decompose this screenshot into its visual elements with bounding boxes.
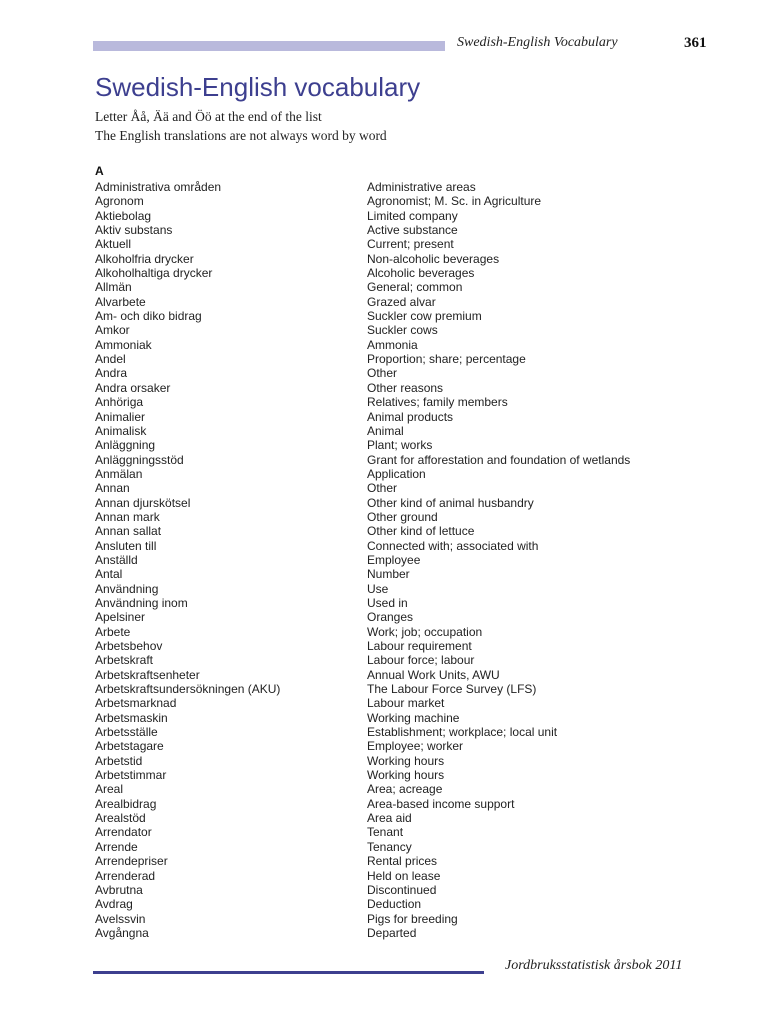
vocabulary-row xyxy=(95,252,735,266)
english-translation: Departed xyxy=(367,925,417,940)
english-translation: Other xyxy=(367,366,398,381)
swedish-term: Annan xyxy=(95,481,130,496)
swedish-term: Annan sallat xyxy=(95,524,162,539)
vocabulary-row xyxy=(95,653,735,667)
vocabulary-row xyxy=(95,883,735,897)
swedish-term: Apelsiner xyxy=(95,610,146,625)
english-translation: Employee; worker xyxy=(367,739,464,754)
swedish-term: Ammoniak xyxy=(95,337,152,352)
english-translation: Tenant xyxy=(367,825,404,840)
english-translation: Suckler cow premium xyxy=(367,309,482,324)
footer-bar xyxy=(93,971,484,974)
english-translation: Proportion; share; percentage xyxy=(367,352,526,367)
swedish-term: Alkoholhaltiga drycker xyxy=(95,266,213,281)
swedish-term: Amkor xyxy=(95,323,130,338)
english-translation: Animal products xyxy=(367,409,454,424)
swedish-term: Anläggningsstöd xyxy=(95,452,184,467)
vocabulary-row xyxy=(95,782,735,796)
english-translation: Labour requirement xyxy=(367,639,472,653)
english-translation: Discontinued xyxy=(367,882,437,897)
vocabulary-row xyxy=(95,453,735,467)
swedish-term: Arrenderad xyxy=(95,868,156,883)
vocabulary-row xyxy=(95,825,735,839)
vocabulary-row xyxy=(95,553,735,567)
swedish-term: Andel xyxy=(95,352,126,367)
swedish-term: Arbetsmarknad xyxy=(95,696,177,711)
vocabulary-row xyxy=(95,295,735,309)
english-translation: General; common xyxy=(367,280,463,295)
swedish-term: Anställd xyxy=(95,552,138,567)
english-translation: Tenancy xyxy=(367,839,412,854)
english-translation: Animal xyxy=(367,423,404,438)
vocabulary-row xyxy=(95,625,735,639)
swedish-term: Animalier xyxy=(95,409,146,424)
swedish-term: Arbetskraftsenheter xyxy=(95,667,200,682)
vocabulary-row xyxy=(95,237,735,251)
vocabulary-row xyxy=(95,567,735,581)
swedish-term: Arbetsställe xyxy=(95,725,158,740)
english-translation: Working machine xyxy=(367,710,460,725)
english-translation: Labour force; labour xyxy=(367,653,475,668)
footer-text: Jordbruksstatistisk årsbok 2011 xyxy=(505,958,683,973)
vocabulary-row xyxy=(95,725,735,739)
english-translation: Number xyxy=(367,567,410,582)
intro-line-2: The English translations are not always word by word xyxy=(95,127,387,143)
vocabulary-row xyxy=(95,582,735,596)
swedish-term: Anhöriga xyxy=(95,395,144,410)
vocabulary-row xyxy=(95,639,735,653)
swedish-term: Arbetskraftsundersökningen (AKU) xyxy=(95,682,281,697)
swedish-term: Arealstöd xyxy=(95,811,146,826)
header-bar xyxy=(93,41,445,51)
vocabulary-row xyxy=(95,811,735,825)
swedish-term: Administrativa områden xyxy=(95,180,222,194)
vocabulary-row xyxy=(95,926,735,940)
vocabulary-row xyxy=(95,223,735,237)
swedish-term: Användning inom xyxy=(95,595,188,610)
swedish-term: Aktiv substans xyxy=(95,223,173,238)
english-translation: Ammonia xyxy=(367,337,418,352)
english-translation: Active substance xyxy=(367,223,458,238)
swedish-term: Anmälan xyxy=(95,466,143,481)
vocabulary-row xyxy=(95,395,735,409)
vocabulary-row xyxy=(95,323,735,337)
intro-line-1: Letter Åå, Ää and Öö at the end of the list xyxy=(95,109,322,124)
swedish-term: Arrendepriser xyxy=(95,854,168,869)
swedish-term: Arrende xyxy=(95,839,138,854)
intro-text xyxy=(95,108,387,145)
vocabulary-row xyxy=(95,711,735,725)
vocabulary-row xyxy=(95,438,735,452)
english-translation: Non-alcoholic beverages xyxy=(367,251,500,266)
swedish-term: Arbetstimmar xyxy=(95,768,167,783)
english-translation: The Labour Force Survey (LFS) xyxy=(367,682,537,697)
english-translation: Establishment; workplace; local unit xyxy=(367,725,558,740)
swedish-term: Avgångna xyxy=(95,925,149,940)
swedish-term: Alkoholfria drycker xyxy=(95,251,194,266)
vocabulary-row xyxy=(95,496,735,510)
vocabulary-row xyxy=(95,194,735,208)
vocabulary-row xyxy=(95,754,735,768)
vocabulary-row xyxy=(95,596,735,610)
swedish-term: Avdrag xyxy=(95,897,133,912)
vocabulary-row xyxy=(95,840,735,854)
vocabulary-row xyxy=(95,266,735,280)
swedish-term: Anläggning xyxy=(95,438,156,453)
vocabulary-row xyxy=(95,352,735,366)
english-translation: Annual Work Units, AWU xyxy=(367,667,500,682)
swedish-term: Ansluten till xyxy=(95,538,157,553)
swedish-term: Arealbidrag xyxy=(95,796,157,811)
vocabulary-row xyxy=(95,510,735,524)
english-translation: Area; acreage xyxy=(367,782,443,797)
vocabulary-row xyxy=(95,668,735,682)
swedish-term: Areal xyxy=(95,782,124,797)
vocabulary-row xyxy=(95,912,735,926)
swedish-term: Arbetstagare xyxy=(95,739,164,754)
english-translation: Plant; works xyxy=(367,438,433,453)
english-translation: Other xyxy=(367,481,398,496)
vocabulary-row xyxy=(95,424,735,438)
vocabulary-list xyxy=(95,180,735,940)
vocabulary-row xyxy=(95,280,735,294)
swedish-term: Arbetsmaskin xyxy=(95,710,168,725)
swedish-term: Am- och diko bidrag xyxy=(95,309,202,324)
swedish-term: Arbete xyxy=(95,624,131,639)
vocabulary-row xyxy=(95,481,735,495)
english-translation: Other kind of animal husbandry xyxy=(367,495,534,510)
swedish-term: Andra xyxy=(95,366,128,381)
vocabulary-row xyxy=(95,696,735,710)
english-translation: Oranges xyxy=(367,610,414,625)
vocabulary-row xyxy=(95,366,735,380)
vocabulary-row xyxy=(95,897,735,911)
english-translation: Other ground xyxy=(367,509,438,524)
swedish-term: Arbetsbehov xyxy=(95,639,163,653)
english-translation: Labour market xyxy=(367,696,445,711)
swedish-term: Aktiebolag xyxy=(95,208,152,223)
swedish-term: Annan mark xyxy=(95,509,160,524)
running-title: Swedish-English Vocabulary xyxy=(457,35,618,50)
english-translation: Area-based income support xyxy=(367,796,515,811)
english-translation: Administrative areas xyxy=(367,180,476,194)
english-translation: Pigs for breeding xyxy=(367,911,458,926)
vocabulary-row xyxy=(95,381,735,395)
swedish-term: Animalisk xyxy=(95,423,147,438)
swedish-term: Alvarbete xyxy=(95,294,146,309)
swedish-term: Allmän xyxy=(95,280,132,295)
swedish-term: Antal xyxy=(95,567,123,582)
english-translation: Other reasons xyxy=(367,380,444,395)
english-translation: Held on lease xyxy=(367,868,441,883)
vocabulary-row xyxy=(95,309,735,323)
swedish-term: Agronom xyxy=(95,194,144,209)
vocabulary-row xyxy=(95,410,735,424)
english-translation: Working hours xyxy=(367,753,445,768)
english-translation: Working hours xyxy=(367,768,445,783)
english-translation: Area aid xyxy=(367,811,412,826)
swedish-term: Andra orsaker xyxy=(95,380,171,395)
vocabulary-row xyxy=(95,682,735,696)
page-title: Swedish-English vocabulary xyxy=(95,72,421,102)
english-translation: Connected with; associated with xyxy=(367,538,539,553)
english-translation: Agronomist; M. Sc. in Agriculture xyxy=(367,194,542,209)
swedish-term: Avbrutna xyxy=(95,882,143,897)
swedish-term: Aktuell xyxy=(95,237,132,252)
vocabulary-row xyxy=(95,768,735,782)
english-translation: Limited company xyxy=(367,208,458,223)
english-translation: Alcoholic beverages xyxy=(367,266,475,281)
english-translation: Used in xyxy=(367,595,408,610)
swedish-term: Avelssvin xyxy=(95,911,146,926)
vocabulary-row xyxy=(95,739,735,753)
vocabulary-row xyxy=(95,610,735,624)
page-number: 361 xyxy=(684,35,707,51)
vocabulary-row xyxy=(95,467,735,481)
english-translation: Grant for afforestation and foundation of wetlands xyxy=(367,452,631,467)
swedish-term: Arrendator xyxy=(95,825,152,840)
english-translation: Other kind of lettuce xyxy=(367,524,475,539)
vocabulary-row xyxy=(95,180,735,194)
swedish-term: Arbetstid xyxy=(95,753,143,768)
vocabulary-row xyxy=(95,539,735,553)
english-translation: Deduction xyxy=(367,897,422,912)
english-translation: Rental prices xyxy=(367,854,438,869)
vocabulary-row xyxy=(95,209,735,223)
english-translation: Work; job; occupation xyxy=(367,624,483,639)
english-translation: Application xyxy=(367,466,426,481)
swedish-term: Annan djurskötsel xyxy=(95,495,191,510)
vocabulary-row xyxy=(95,338,735,352)
swedish-term: Användning xyxy=(95,581,159,596)
english-translation: Employee xyxy=(367,552,421,567)
vocabulary-row xyxy=(95,797,735,811)
vocabulary-row xyxy=(95,854,735,868)
vocabulary-row xyxy=(95,869,735,883)
section-letter: A xyxy=(95,164,104,178)
swedish-term: Arbetskraft xyxy=(95,653,154,668)
vocabulary-row xyxy=(95,524,735,538)
english-translation: Use xyxy=(367,581,389,596)
english-translation: Relatives; family members xyxy=(367,395,508,410)
english-translation: Current; present xyxy=(367,237,454,252)
english-translation: Grazed alvar xyxy=(367,294,436,309)
english-translation: Suckler cows xyxy=(367,323,438,338)
